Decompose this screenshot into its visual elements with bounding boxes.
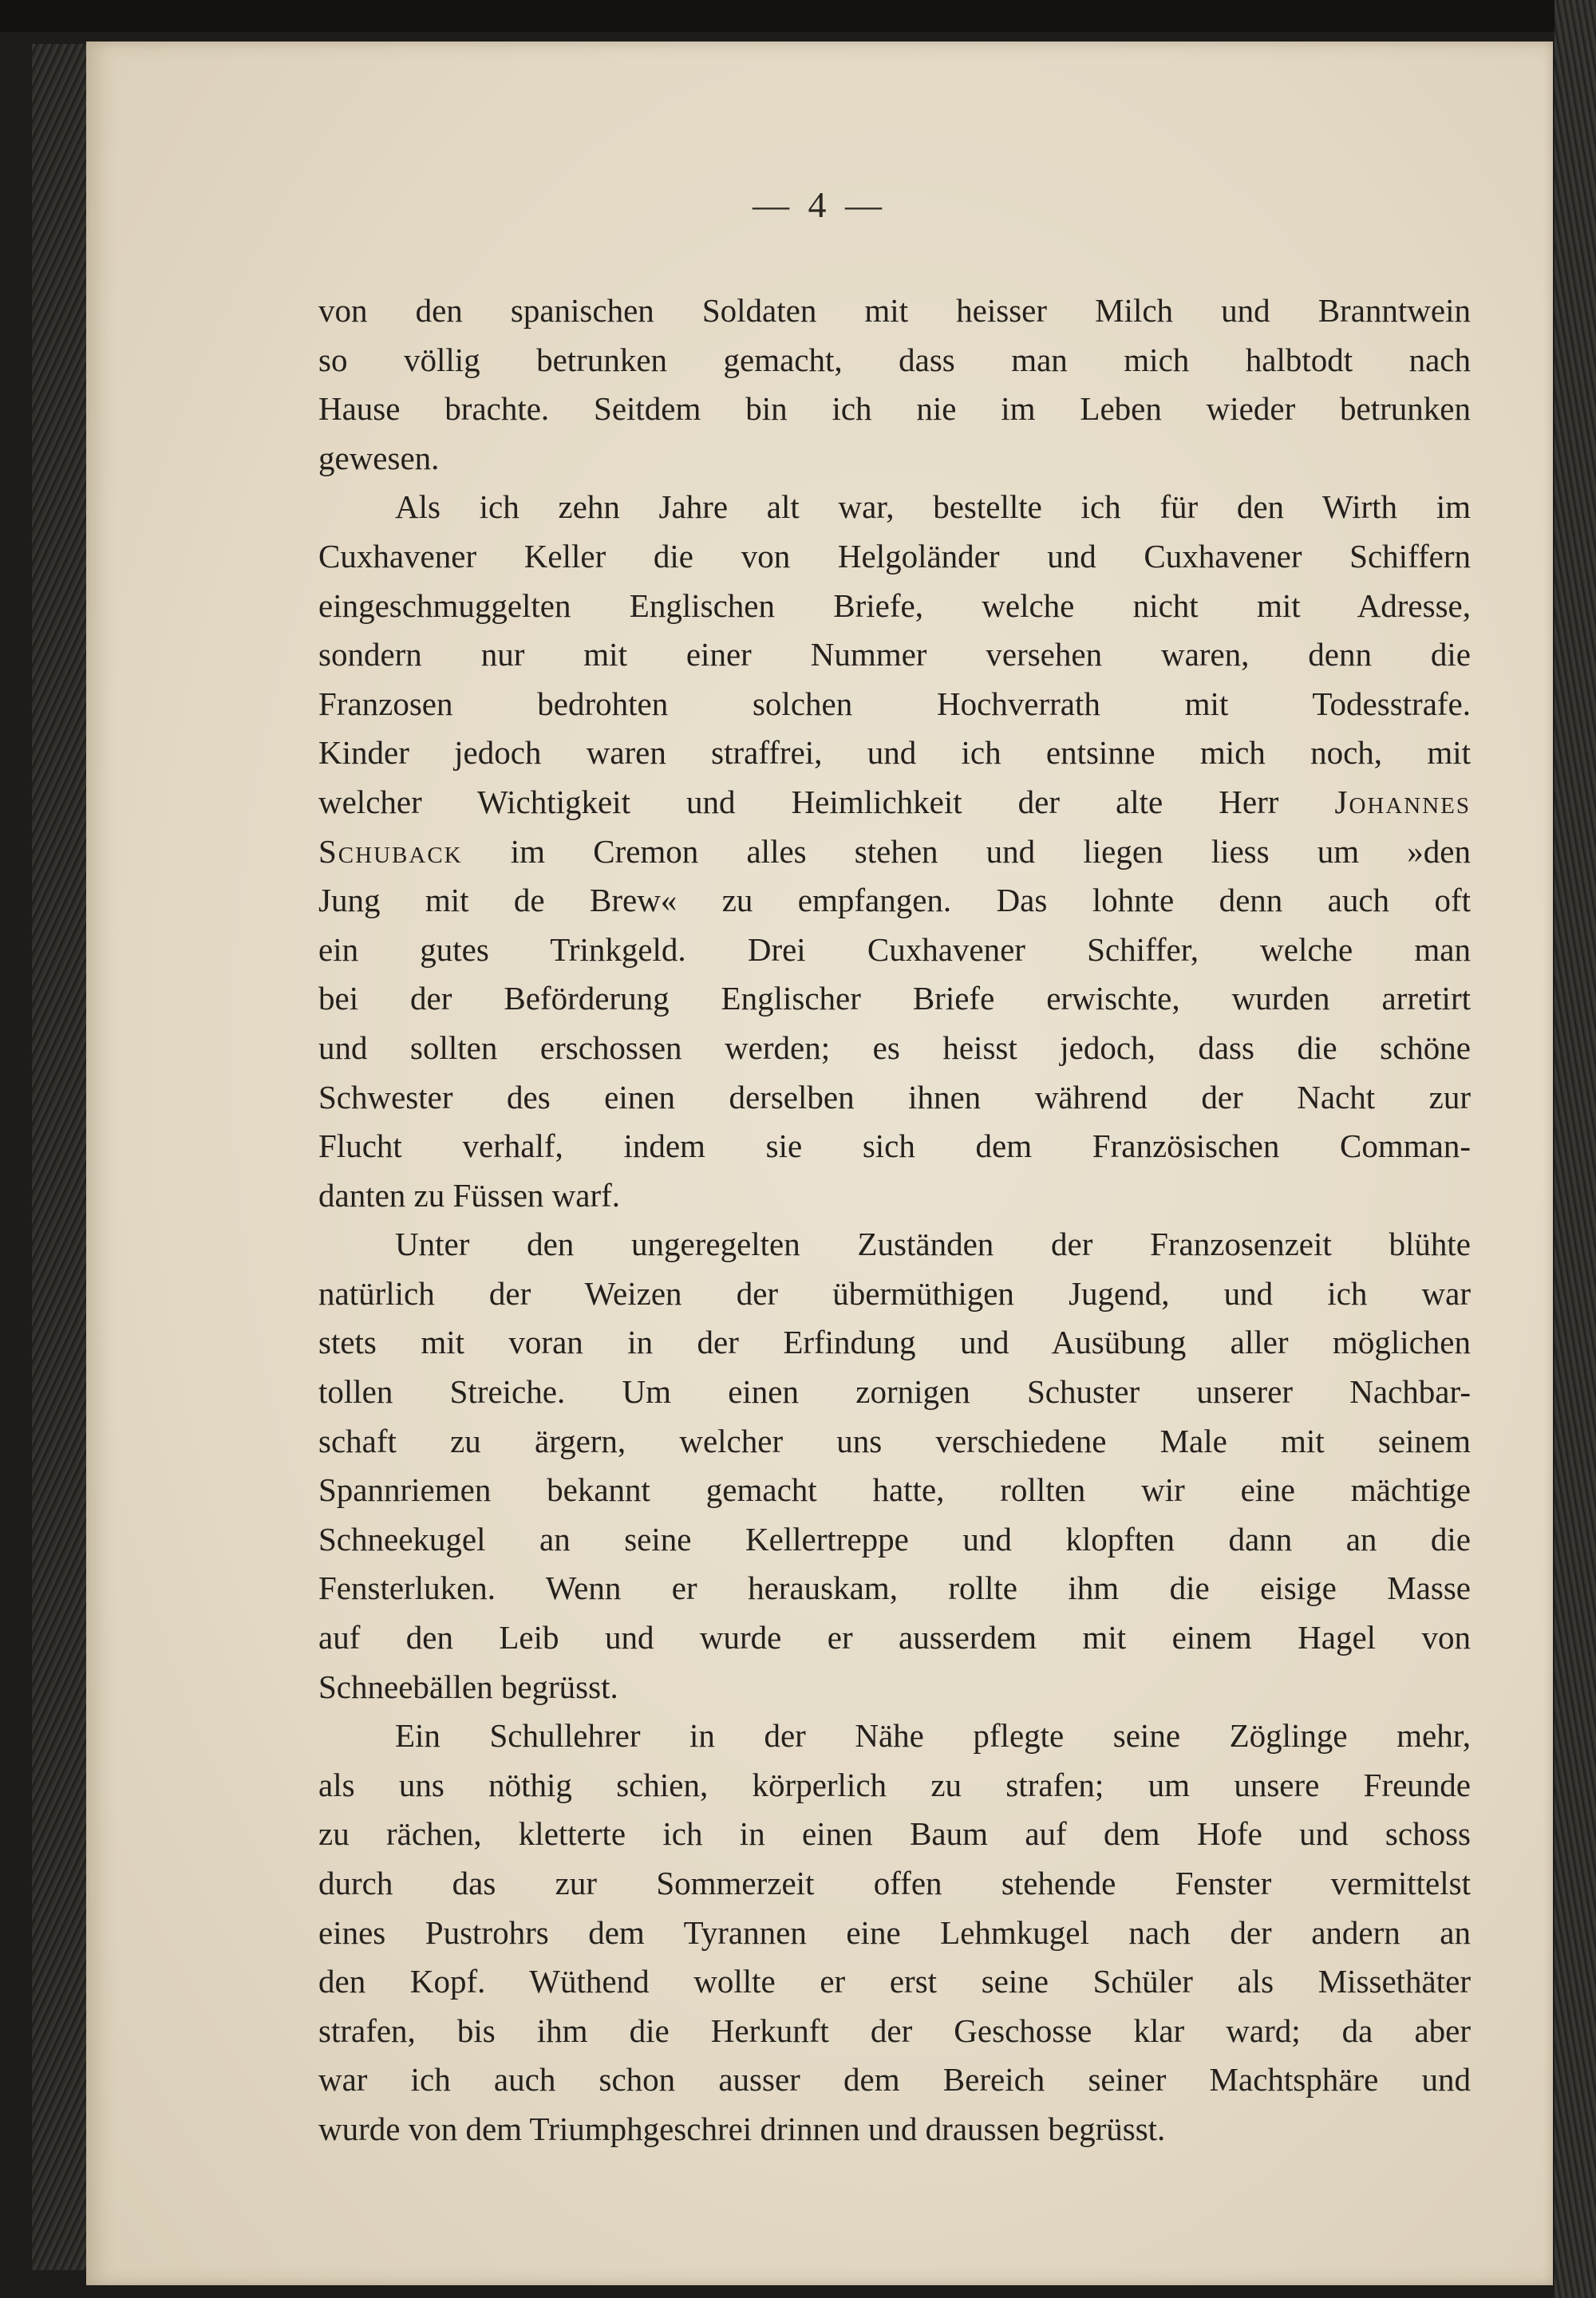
text-line xyxy=(318,1466,1471,1515)
text-line xyxy=(318,582,1471,631)
text-segment: strafen, bis ihm die Herkunft der Geschosse klar ward; da aber xyxy=(318,2012,1471,2049)
text-segment: eingeschmuggelten Englischen Briefe, welche nicht mit Adresse, xyxy=(318,586,1471,624)
text-segment: als uns nöthig schien, körperlich zu strafen; um unsere Freunde xyxy=(318,1766,1471,1803)
text-segment: Hause brachte. Seitdem bin ich nie im Leben wieder betrunken xyxy=(318,390,1471,428)
text-segment: wurde von dem Triumphgeschrei drinnen und draussen begrüsst. xyxy=(318,2110,1166,2147)
text-segment: von den spanischen Soldaten mit heisser Milch und Branntwein xyxy=(318,292,1471,329)
text-line xyxy=(318,1220,1471,1269)
text-line xyxy=(318,336,1471,385)
paragraph xyxy=(318,483,1471,1220)
text-line xyxy=(318,926,1471,975)
text-segment: war ich auch schon ausser dem Bereich seiner Machtsphäre und xyxy=(318,2061,1471,2099)
page-number: — 4 — xyxy=(753,184,887,225)
paragraph xyxy=(318,286,1471,483)
text-line xyxy=(318,680,1471,729)
text-line xyxy=(318,434,1471,484)
text-line xyxy=(318,1613,1471,1663)
text-segment: danten zu Füssen warf. xyxy=(318,1176,621,1214)
paragraph xyxy=(318,1220,1471,1712)
text-line xyxy=(318,2007,1471,2056)
text-segment: ein gutes Trinkgeld. Drei Cuxhavener Schiffer, welche man xyxy=(318,930,1471,968)
text-line xyxy=(318,827,1471,877)
text-line xyxy=(318,286,1471,336)
text-line xyxy=(318,1564,1471,1613)
text-segment: Franzosen bedrohten solchen Hochverrath mit Todesstrafe. xyxy=(318,685,1471,722)
text-line xyxy=(318,1171,1471,1221)
text-line xyxy=(318,974,1471,1024)
text-line xyxy=(318,1859,1471,1909)
text-segment: tollen Streiche. Um einen zornigen Schuster unserer Nachbar- xyxy=(318,1373,1471,1411)
text-line xyxy=(318,728,1471,778)
text-line xyxy=(318,1269,1471,1319)
text-line xyxy=(318,2055,1471,2105)
text-segment: bei der Beförderung Englischer Briefe erwischte, wurden arretirt xyxy=(318,980,1471,1017)
text-line xyxy=(318,1122,1471,1171)
text-line xyxy=(318,1368,1471,1417)
text-line xyxy=(318,1663,1471,1712)
text-segment: schaft zu ärgern, welcher uns verschiedene Male mit seinem xyxy=(318,1422,1471,1459)
text-segment: eines Pustrohrs dem Tyrannen eine Lehmkugel nach der andern an xyxy=(318,1913,1471,1951)
text-line xyxy=(318,1515,1471,1565)
text-segment: Flucht verhalf, indem sie sich dem Französischen Comman- xyxy=(318,1127,1471,1165)
text-segment: und sollten erschossen werden; es heisst jedoch, dass die schöne xyxy=(318,1029,1471,1066)
text-line xyxy=(318,385,1471,434)
text-line xyxy=(318,630,1471,680)
scan-top-edge xyxy=(0,0,1596,32)
text-line xyxy=(318,778,1471,827)
text-segment: Cuxhavener Keller die von Helgoländer und Cuxhavener Schiffern xyxy=(318,537,1471,574)
book-cover-right xyxy=(1555,0,1596,2298)
text-segment: Unter den ungeregelten Zuständen der Franzosenzeit blühte xyxy=(395,1226,1471,1263)
text-segment: Spannriemen bekannt gemacht hatte, rollten wir eine mächtige xyxy=(318,1471,1471,1509)
text-line xyxy=(318,1024,1471,1073)
text-segment: gewesen. xyxy=(318,439,440,476)
text-line xyxy=(318,2105,1471,2154)
body-text xyxy=(318,286,1471,2154)
text-segment: Als ich zehn Jahre alt war, bestellte ich für den Wirth im xyxy=(395,488,1471,526)
text-segment: auf den Leib und wurde er ausserdem mit einem Hagel von xyxy=(318,1619,1471,1656)
text-line xyxy=(318,876,1471,926)
paragraph xyxy=(318,1712,1471,2154)
text-segment: so völlig betrunken gemacht, dass man mich halbtodt nach xyxy=(318,341,1471,378)
text-segment: natürlich der Weizen der übermüthigen Jugend, und ich war xyxy=(318,1274,1471,1312)
text-segment: welcher Wichtigkeit und Heimlichkeit der alte Herr xyxy=(318,783,1335,820)
text-segment: Fensterluken. Wenn er herauskam, rollte ihm die eisige Masse xyxy=(318,1570,1471,1607)
text-line xyxy=(318,1712,1471,1761)
text-segment: den Kopf. Wüthend wollte er erst seine Schüler als Missethäter xyxy=(318,1963,1471,2000)
book-cover-left xyxy=(32,44,88,2270)
text-line xyxy=(318,1957,1471,2007)
book-page xyxy=(86,41,1553,2285)
text-segment: durch das zur Sommerzeit offen stehende Fenster vermittelst xyxy=(318,1865,1471,1901)
text-segment: stets mit voran in der Erfindung und Ausübung aller möglichen xyxy=(318,1324,1471,1361)
text-segment: Schwester des einen derselben ihnen während der Nacht zur xyxy=(318,1078,1471,1115)
text-line xyxy=(318,532,1471,582)
person-name: Schuback xyxy=(318,832,463,870)
text-segment: Kinder jedoch waren straffrei, und ich entsinne mich noch, mit xyxy=(318,734,1471,772)
text-segment: Ein Schullehrer in der Nähe pflegte seine Zöglinge mehr, xyxy=(395,1717,1471,1755)
text-segment: Schneebällen begrüsst. xyxy=(318,1668,618,1705)
text-line xyxy=(318,1761,1471,1810)
text-segment: zu rächen, kletterte ich in einen Baum auf dem Hofe und schoss xyxy=(318,1815,1471,1853)
text-line xyxy=(318,1417,1471,1467)
text-segment: Jung mit de Brew« zu empfangen. Das lohnte denn auch oft xyxy=(318,882,1471,919)
text-line xyxy=(318,483,1471,532)
text-segment: Schneekugel an seine Kellertreppe und klopften dann an die xyxy=(318,1520,1471,1558)
text-line xyxy=(318,1810,1471,1859)
text-segment: im Cremon alles stehen und liegen liess um »den xyxy=(462,832,1471,870)
person-name: Johannes xyxy=(1334,783,1471,820)
text-segment: sondern nur mit einer Nummer versehen waren, denn die xyxy=(318,636,1471,673)
text-line xyxy=(318,1909,1471,1958)
text-line xyxy=(318,1318,1471,1368)
text-line xyxy=(318,1073,1471,1123)
